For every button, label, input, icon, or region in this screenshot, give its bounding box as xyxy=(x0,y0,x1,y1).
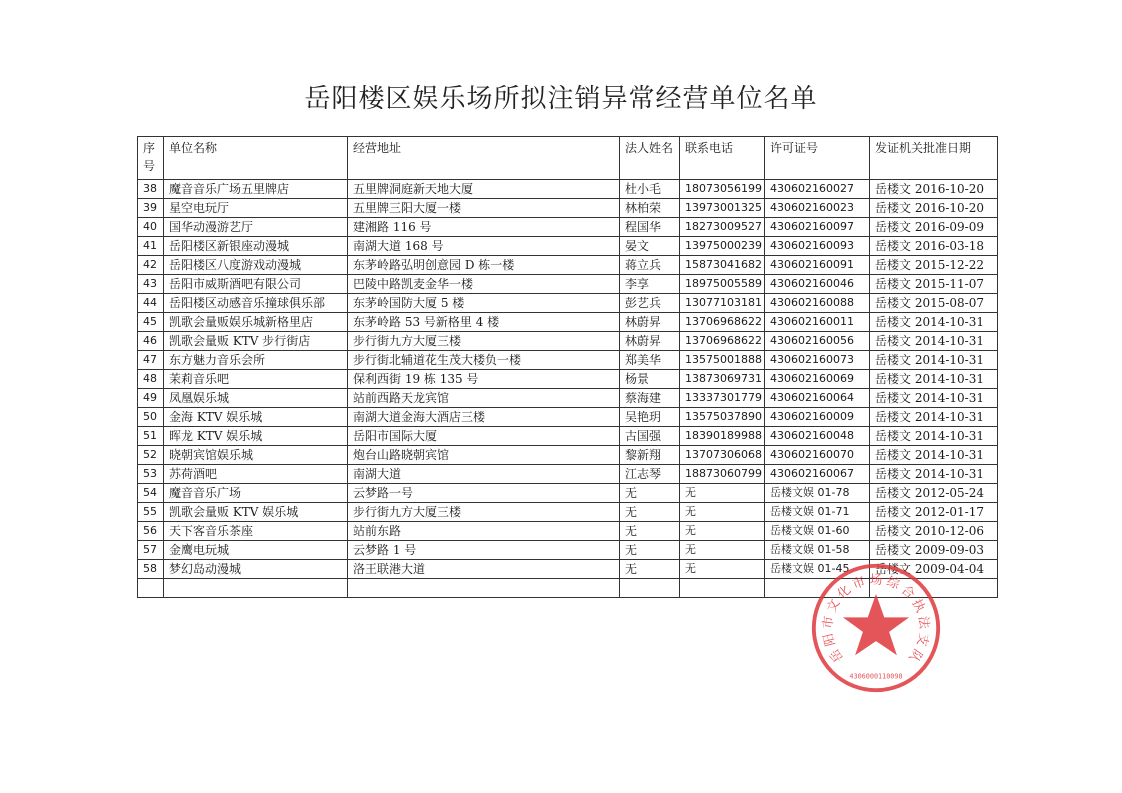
cell-approval-date: 岳楼文 2014-10-31 xyxy=(870,408,998,427)
cell-license: 430602160088 xyxy=(765,294,870,313)
cell-phone: 18975005589 xyxy=(680,275,765,294)
cell-name: 梦幻岛动漫城 xyxy=(164,560,348,579)
cell-name: 岳阳楼区新银座动漫城 xyxy=(164,237,348,256)
cell-legal-person: 古国强 xyxy=(620,427,680,446)
cell-name: 苏荷酒吧 xyxy=(164,465,348,484)
cell-name: 金鹰电玩城 xyxy=(164,541,348,560)
cell-name xyxy=(164,579,348,598)
cell-approval-date: 岳楼文 2010-12-06 xyxy=(870,522,998,541)
cell-license: 岳楼文娱 01-78 xyxy=(765,484,870,503)
cell-license: 430602160091 xyxy=(765,256,870,275)
cell-approval-date: 岳楼文 2014-10-31 xyxy=(870,465,998,484)
cell-index: 58 xyxy=(138,560,164,579)
cell-address: 巴陵中路凯麦金华一楼 xyxy=(348,275,620,294)
cell-address: 云梦路一号 xyxy=(348,484,620,503)
cell-license: 430602160046 xyxy=(765,275,870,294)
cell-address: 五里牌洞庭新天地大厦 xyxy=(348,180,620,199)
cell-phone: 13575037890 xyxy=(680,408,765,427)
cell-approval-date: 岳楼文 2014-10-31 xyxy=(870,446,998,465)
table-row xyxy=(138,465,998,484)
cell-legal-person: 晏文 xyxy=(620,237,680,256)
seal-serial: 4306000110098 xyxy=(849,672,903,681)
cell-name: 晖龙 KTV 娱乐城 xyxy=(164,427,348,446)
cell-name: 凯歌会量贩 KTV 娱乐城 xyxy=(164,503,348,522)
cell-legal-person: 程国华 xyxy=(620,218,680,237)
table-row xyxy=(138,351,998,370)
cell-phone: 13077103181 xyxy=(680,294,765,313)
cell-index: 49 xyxy=(138,389,164,408)
cell-address: 南湖大道金海大酒店三楼 xyxy=(348,408,620,427)
cell-license: 430602160027 xyxy=(765,180,870,199)
cell-phone: 18273009527 xyxy=(680,218,765,237)
table-body xyxy=(138,180,998,598)
cell-approval-date: 岳楼文 2016-10-20 xyxy=(870,199,998,218)
cell-license: 430602160009 xyxy=(765,408,870,427)
cell-phone: 13973001325 xyxy=(680,199,765,218)
table-row xyxy=(138,446,998,465)
cell-phone: 13975000239 xyxy=(680,237,765,256)
cell-name: 东方魅力音乐会所 xyxy=(164,351,348,370)
cell-phone: 无 xyxy=(680,503,765,522)
cell-phone: 13707306068 xyxy=(680,446,765,465)
cell-address: 步行街九方大厦三楼 xyxy=(348,332,620,351)
seal-glyph: 市 xyxy=(819,615,836,630)
cell-index: 48 xyxy=(138,370,164,389)
cell-name: 凯歌会量贩娱乐城新格里店 xyxy=(164,313,348,332)
cell-index xyxy=(138,579,164,598)
cell-license: 岳楼文娱 01-71 xyxy=(765,503,870,522)
cell-approval-date: 岳楼文 2014-10-31 xyxy=(870,389,998,408)
cell-approval-date: 岳楼文 2012-01-17 xyxy=(870,503,998,522)
cell-index: 57 xyxy=(138,541,164,560)
cell-license: 430602160073 xyxy=(765,351,870,370)
col-header-index: 序号 xyxy=(138,137,164,180)
seal-glyph: 合 xyxy=(898,581,918,602)
cell-phone: 18873060799 xyxy=(680,465,765,484)
table-row xyxy=(138,332,998,351)
cell-name: 魔音音乐广场五里牌店 xyxy=(164,180,348,199)
seal-glyph: 阳 xyxy=(820,631,838,648)
table-row xyxy=(138,294,998,313)
cell-legal-person: 彭艺兵 xyxy=(620,294,680,313)
cell-approval-date: 岳楼文 2009-09-03 xyxy=(870,541,998,560)
cell-legal-person: 林柏荣 xyxy=(620,199,680,218)
table-row xyxy=(138,408,998,427)
cell-approval-date: 岳楼文 2009-04-04 xyxy=(870,560,998,579)
cell-address: 步行街九方大厦三楼 xyxy=(348,503,620,522)
seal-glyph: 岳 xyxy=(826,646,846,666)
col-header-address: 经营地址 xyxy=(348,137,620,180)
cell-address: 站前西路天龙宾馆 xyxy=(348,389,620,408)
seal-glyph: 法 xyxy=(916,615,933,630)
cell-license: 430602160023 xyxy=(765,199,870,218)
table-row xyxy=(138,370,998,389)
cell-address: 南湖大道 168 号 xyxy=(348,237,620,256)
cell-legal-person: 吴艳玥 xyxy=(620,408,680,427)
cell-address: 保利西街 19 栋 135 号 xyxy=(348,370,620,389)
cell-approval-date: 岳楼文 2014-10-31 xyxy=(870,370,998,389)
cell-name: 晓朝宾馆娱乐城 xyxy=(164,446,348,465)
cell-name: 岳阳市威斯酒吧有限公司 xyxy=(164,275,348,294)
seal-glyph: 队 xyxy=(906,646,926,666)
table-row xyxy=(138,218,998,237)
cell-index: 54 xyxy=(138,484,164,503)
cell-phone: 18073056199 xyxy=(680,180,765,199)
cell-legal-person: 无 xyxy=(620,541,680,560)
table-row xyxy=(138,199,998,218)
seal-glyph: 综 xyxy=(884,573,902,592)
official-seal xyxy=(808,560,944,696)
cell-license: 岳楼文娱 01-60 xyxy=(765,522,870,541)
cell-phone: 无 xyxy=(680,560,765,579)
cell-phone: 13873069731 xyxy=(680,370,765,389)
table-row xyxy=(138,256,998,275)
cell-address: 东茅岭国防大厦 5 楼 xyxy=(348,294,620,313)
cell-approval-date: 岳楼文 2016-10-20 xyxy=(870,180,998,199)
seal-glyph: 支 xyxy=(914,631,932,648)
table-row xyxy=(138,522,998,541)
seal-glyph: 场 xyxy=(869,571,883,587)
cell-index: 55 xyxy=(138,503,164,522)
cell-legal-person: 蒋立兵 xyxy=(620,256,680,275)
cell-legal-person xyxy=(620,579,680,598)
col-header-phone: 联系电话 xyxy=(680,137,765,180)
cell-index: 42 xyxy=(138,256,164,275)
cell-phone: 无 xyxy=(680,541,765,560)
cell-index: 53 xyxy=(138,465,164,484)
table-row xyxy=(138,313,998,332)
cell-name: 茉莉音乐吧 xyxy=(164,370,348,389)
cell-index: 40 xyxy=(138,218,164,237)
cell-address: 东茅岭路 53 号新格里 4 楼 xyxy=(348,313,620,332)
cell-approval-date: 岳楼文 2014-10-31 xyxy=(870,313,998,332)
cell-address: 建湘路 116 号 xyxy=(348,218,620,237)
cell-index: 41 xyxy=(138,237,164,256)
table-row xyxy=(138,389,998,408)
cell-index: 39 xyxy=(138,199,164,218)
cell-name: 凤凰娱乐城 xyxy=(164,389,348,408)
table-row xyxy=(138,427,998,446)
cell-legal-person: 杜小毛 xyxy=(620,180,680,199)
cell-index: 50 xyxy=(138,408,164,427)
cell-legal-person: 无 xyxy=(620,503,680,522)
seal-glyph: 执 xyxy=(909,596,929,615)
cell-license: 430602160067 xyxy=(765,465,870,484)
cell-approval-date: 岳楼文 2016-09-09 xyxy=(870,218,998,237)
cell-index: 44 xyxy=(138,294,164,313)
cell-license: 430602160048 xyxy=(765,427,870,446)
col-header-approval-date: 发证机关批准日期 xyxy=(870,137,998,180)
cell-address: 炮台山路晓朝宾馆 xyxy=(348,446,620,465)
cell-index: 47 xyxy=(138,351,164,370)
cell-legal-person: 黎新翔 xyxy=(620,446,680,465)
cell-index: 45 xyxy=(138,313,164,332)
cell-name: 金海 KTV 娱乐城 xyxy=(164,408,348,427)
cell-address: 岳阳市国际大厦 xyxy=(348,427,620,446)
header-row xyxy=(138,137,998,180)
cell-name: 魔音音乐广场 xyxy=(164,484,348,503)
table-row xyxy=(138,503,998,522)
seal-glyph: 文 xyxy=(823,596,843,615)
cell-phone: 13575001888 xyxy=(680,351,765,370)
seal-star-icon xyxy=(843,594,909,655)
col-header-license: 许可证号 xyxy=(765,137,870,180)
cell-name: 凯歌会量贩 KTV 步行街店 xyxy=(164,332,348,351)
cell-index: 38 xyxy=(138,180,164,199)
cell-index: 52 xyxy=(138,446,164,465)
cell-approval-date: 岳楼文 2014-10-31 xyxy=(870,332,998,351)
cell-license: 岳楼文娱 01-45 xyxy=(765,560,870,579)
cell-legal-person: 林蔚昇 xyxy=(620,313,680,332)
cell-address xyxy=(348,579,620,598)
cell-address: 五里牌三阳大厦一楼 xyxy=(348,199,620,218)
cell-index: 56 xyxy=(138,522,164,541)
cell-legal-person: 无 xyxy=(620,522,680,541)
cell-phone: 13337301779 xyxy=(680,389,765,408)
cell-address: 步行街北辅道花生茂大楼负一楼 xyxy=(348,351,620,370)
cell-approval-date: 岳楼文 2015-11-07 xyxy=(870,275,998,294)
cell-phone xyxy=(680,579,765,598)
cell-license: 430602160093 xyxy=(765,237,870,256)
cell-legal-person: 无 xyxy=(620,560,680,579)
cell-approval-date: 岳楼文 2016-03-18 xyxy=(870,237,998,256)
cell-phone: 无 xyxy=(680,484,765,503)
cell-approval-date: 岳楼文 2014-10-31 xyxy=(870,351,998,370)
col-header-legal-person: 法人姓名 xyxy=(620,137,680,180)
cell-name: 天下客音乐茶座 xyxy=(164,522,348,541)
cell-license: 430602160070 xyxy=(765,446,870,465)
cell-phone: 13706968622 xyxy=(680,332,765,351)
document-title: 岳阳楼区娱乐场所拟注销异常经营单位名单 xyxy=(304,84,818,114)
cell-license: 430602160011 xyxy=(765,313,870,332)
seal-glyph: 市 xyxy=(850,573,868,592)
cell-license: 430602160097 xyxy=(765,218,870,237)
table-row xyxy=(138,484,998,503)
cell-license: 430602160064 xyxy=(765,389,870,408)
table-row xyxy=(138,275,998,294)
cell-approval-date: 岳楼文 2014-10-31 xyxy=(870,427,998,446)
cell-phone: 13706968622 xyxy=(680,313,765,332)
cell-legal-person: 无 xyxy=(620,484,680,503)
seal-glyph: 化 xyxy=(834,581,854,602)
cell-index: 46 xyxy=(138,332,164,351)
cell-legal-person: 李享 xyxy=(620,275,680,294)
cell-legal-person: 杨景 xyxy=(620,370,680,389)
cell-approval-date: 岳楼文 2012-05-24 xyxy=(870,484,998,503)
cell-legal-person: 郑美华 xyxy=(620,351,680,370)
cell-phone: 18390189988 xyxy=(680,427,765,446)
cell-address: 洛王联港大道 xyxy=(348,560,620,579)
cell-legal-person: 林蔚昇 xyxy=(620,332,680,351)
cell-name: 国华动漫游艺厅 xyxy=(164,218,348,237)
table-row xyxy=(138,180,998,199)
cell-name: 星空电玩厅 xyxy=(164,199,348,218)
cell-legal-person: 江志琴 xyxy=(620,465,680,484)
cell-legal-person: 蔡海建 xyxy=(620,389,680,408)
cell-license: 430602160069 xyxy=(765,370,870,389)
cell-license: 430602160056 xyxy=(765,332,870,351)
cell-approval-date: 岳楼文 2015-12-22 xyxy=(870,256,998,275)
table-row xyxy=(138,541,998,560)
cell-name: 岳阳楼区动感音乐撞球俱乐部 xyxy=(164,294,348,313)
col-header-name: 单位名称 xyxy=(164,137,348,180)
cell-index: 43 xyxy=(138,275,164,294)
table-header xyxy=(138,137,998,180)
cell-approval-date: 岳楼文 2015-08-07 xyxy=(870,294,998,313)
cell-name: 岳阳楼区八度游戏动漫城 xyxy=(164,256,348,275)
cell-index: 51 xyxy=(138,427,164,446)
roster-table xyxy=(137,136,998,598)
cell-address: 南湖大道 xyxy=(348,465,620,484)
cell-address: 东茅岭路弘明创意园 D 栋一楼 xyxy=(348,256,620,275)
cell-address: 云梦路 1 号 xyxy=(348,541,620,560)
cell-phone: 15873041682 xyxy=(680,256,765,275)
cell-license: 岳楼文娱 01-58 xyxy=(765,541,870,560)
cell-address: 站前东路 xyxy=(348,522,620,541)
table-row xyxy=(138,237,998,256)
cell-phone: 无 xyxy=(680,522,765,541)
